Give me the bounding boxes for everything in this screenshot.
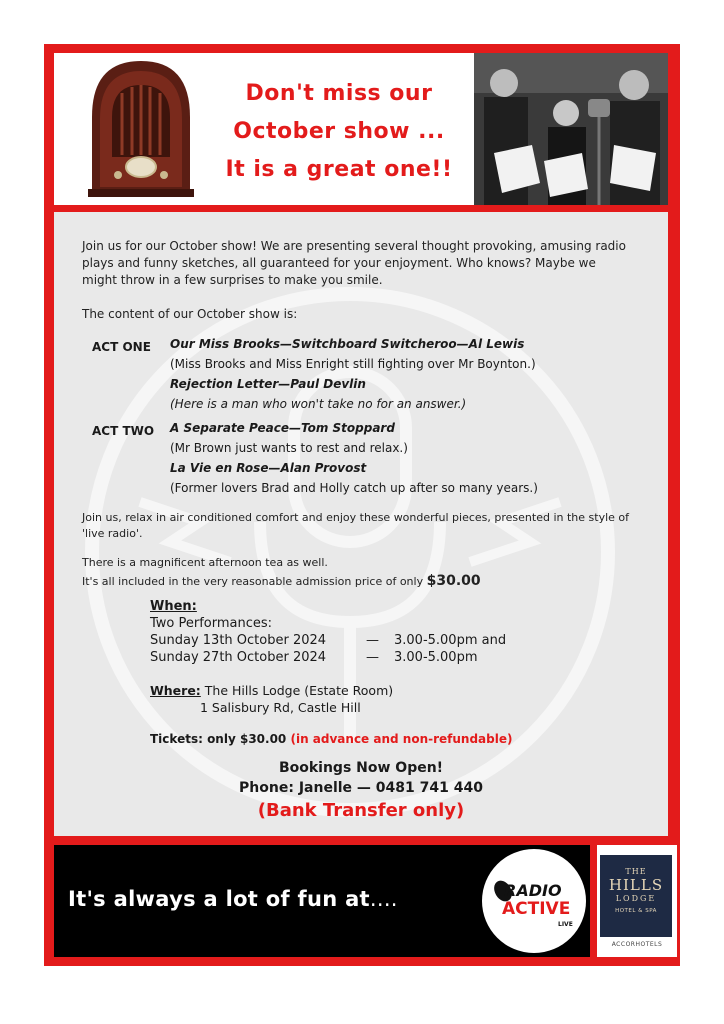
headline-line-2: October show ... xyxy=(233,119,445,144)
headline xyxy=(204,75,474,189)
tea-line: There is a magnificent afternoon tea as well. xyxy=(82,556,328,569)
act-one-label: ACT ONE xyxy=(92,340,151,354)
tickets-text: Tickets: only $30.00 xyxy=(150,732,287,746)
performance-row xyxy=(150,632,506,649)
logo-live-text: LIVE xyxy=(558,921,573,928)
headline-line-3: It is a great one!! xyxy=(225,157,453,182)
act-two-label: ACT TWO xyxy=(92,424,155,438)
act-one-note-1: (Miss Brooks and Miss Enright still fighting over Mr Boynton.) xyxy=(170,357,536,371)
price-value: $30.00 xyxy=(426,573,481,589)
bookings-open: Bookings Now Open! xyxy=(278,760,444,776)
where-label: Where: xyxy=(150,683,201,698)
price-text: It's all included in the very reasonable admission price of only xyxy=(82,575,424,588)
hills-spa: HOTEL & SPA xyxy=(615,908,657,914)
headline-line-1: Don't miss our xyxy=(245,81,433,106)
footer-banner xyxy=(54,845,590,957)
tea-paragraph xyxy=(82,554,642,591)
where-venue: The Hills Lodge (Estate Room) xyxy=(204,683,394,698)
when-label: When: xyxy=(150,599,197,614)
radio-actors-photo xyxy=(474,53,668,205)
when-section xyxy=(150,598,506,666)
performance-date: Sunday 13th October 2024 xyxy=(150,633,327,648)
act-one-items xyxy=(170,334,536,414)
vintage-radio-image xyxy=(82,57,200,197)
act-one-title-2: Rejection Letter—Paul Devlin xyxy=(170,377,366,391)
where-section xyxy=(150,682,393,716)
logo-active-text: ACTIVE xyxy=(502,899,571,919)
radio-active-logo xyxy=(482,849,586,953)
hills-the: THE xyxy=(625,867,647,876)
act-two-title-2: La Vie en Rose—Alan Provost xyxy=(170,461,367,475)
tickets-note: (in advance and non-refundable) xyxy=(290,732,513,746)
footer-tagline xyxy=(68,887,398,911)
accorhotels-text: ACCORHOTELS xyxy=(611,941,663,948)
hills-name: HILLS xyxy=(608,876,664,894)
performance-date: Sunday 27th October 2024 xyxy=(150,650,327,665)
act-one-title-1: Our Miss Brooks—Switchboard Switcheroo—Al Lewis xyxy=(170,337,525,351)
act-two-items xyxy=(170,418,538,498)
price-line xyxy=(82,572,642,591)
show-content-lead: The content of our October show is: xyxy=(82,307,298,321)
footer-ellipsis: .... xyxy=(369,887,398,911)
main-content-panel xyxy=(54,212,668,836)
performance-time: 3.00-5.00pm and xyxy=(394,633,507,648)
performance-row xyxy=(150,649,506,666)
tickets-line xyxy=(150,732,512,746)
footer-tagline-text: It's always a lot of fun at xyxy=(68,887,370,911)
performance-dash: — xyxy=(366,633,379,648)
bookings-bank-transfer: (Bank Transfer only) xyxy=(257,800,465,821)
bookings-section xyxy=(54,758,668,824)
act-two-note-1: (Mr Brown just wants to rest and relax.) xyxy=(170,441,408,455)
relax-paragraph: Join us, relax in air conditioned comfort and enjoy these wonderful pieces, presented in the style of 'live radio'. xyxy=(82,511,630,540)
logo-radio-text: RADIO xyxy=(504,881,562,900)
act-one-note-2: (Here is a man who won't take no for an answer.) xyxy=(170,397,467,411)
intro-paragraph: Join us for our October show! We are presenting several thought provoking, amusing radio plays and funny sketches, all guaranteed for your enjoyment. Who knows? Maybe we might throw in a few surprises to make you smile. xyxy=(82,239,626,287)
act-two-note-2: (Former lovers Brad and Holly catch up after so many years.) xyxy=(170,481,538,495)
where-address: 1 Salisbury Rd, Castle Hill xyxy=(200,700,361,715)
hills-lodge-logo xyxy=(597,845,677,957)
when-subtitle: Two Performances: xyxy=(150,616,273,631)
hills-lodge: LODGE xyxy=(615,894,657,903)
bookings-phone: Phone: Janelle — 0481 741 440 xyxy=(239,780,483,796)
act-two-title-1: A Separate Peace—Tom Stoppard xyxy=(170,421,395,435)
performance-dash: — xyxy=(366,650,379,665)
header-banner xyxy=(54,53,668,205)
performance-time: 3.00-5.00pm xyxy=(394,650,478,665)
hills-lodge-badge xyxy=(600,855,672,937)
